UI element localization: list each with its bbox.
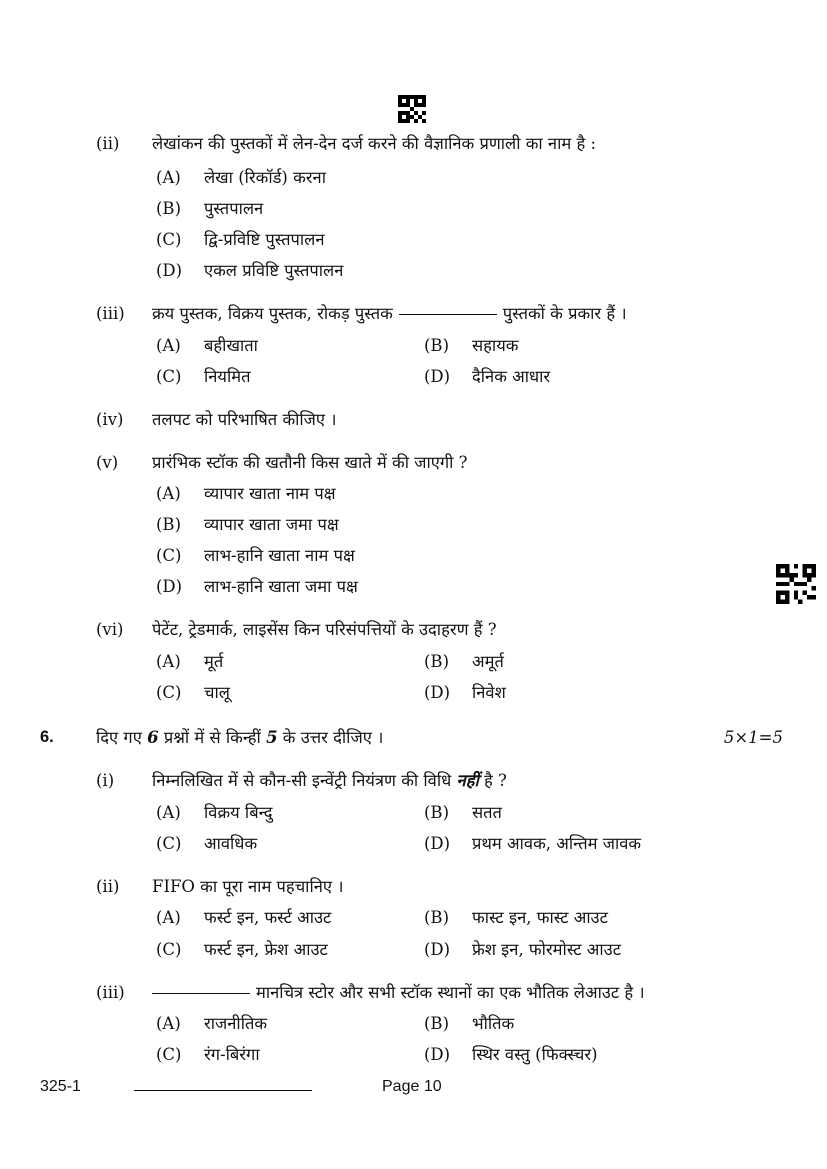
emphasis-word: नहीं	[456, 771, 479, 790]
question-text: पेटेंट, ट्रेडमार्क, लाइसेंस किन परिसंपत्तियों के उदाहरण हैं ?	[152, 620, 497, 639]
question-text: क्रय पुस्तक, विक्रय पुस्तक, रोकड़ पुस्तक पुस्तकों के प्रकार हैं ।	[152, 304, 627, 323]
question-number: (iii)	[96, 304, 125, 323]
question-text: प्रारंभिक स्टॉक की खतौनी किस खाते में की जाएगी ?	[152, 453, 468, 472]
question-number: (v)	[96, 453, 119, 472]
question-number: (iv)	[96, 410, 124, 429]
page-number: Page 10	[382, 1078, 442, 1095]
question-number: (iii)	[96, 983, 125, 1002]
question-text: FIFO का पूरा नाम पहचानिए ।	[152, 877, 344, 896]
footer-divider	[134, 1090, 312, 1091]
question-text: लेखांकन की पुस्तकों में लेन-देन दर्ज करने की वैज्ञानिक प्रणाली का नाम है :	[152, 134, 597, 153]
question-text: तलपट को परिभाषित कीजिए ।	[152, 410, 337, 429]
question-text: निम्नलिखित में से कौन-सी इन्वेंट्री नियंत्रण की विधि नहीं है ?	[152, 771, 507, 790]
marks-allocation: 5×1=5	[723, 728, 783, 747]
qr-code-side-icon	[776, 564, 816, 604]
question-number: (ii)	[96, 134, 120, 153]
fill-blank	[152, 993, 250, 994]
fill-blank	[399, 314, 497, 315]
paper-code: 325-1	[40, 1078, 81, 1095]
question-number: (ii)	[96, 877, 120, 896]
question-text: मानचित्र स्टोर और सभी स्टॉक स्थानों का एक भौतिक लेआउट है ।	[152, 983, 645, 1003]
section-number: 6.	[40, 728, 54, 746]
question-number: (vi)	[96, 620, 124, 639]
question-number: (i)	[96, 771, 115, 790]
qr-code-top-icon	[398, 95, 426, 123]
